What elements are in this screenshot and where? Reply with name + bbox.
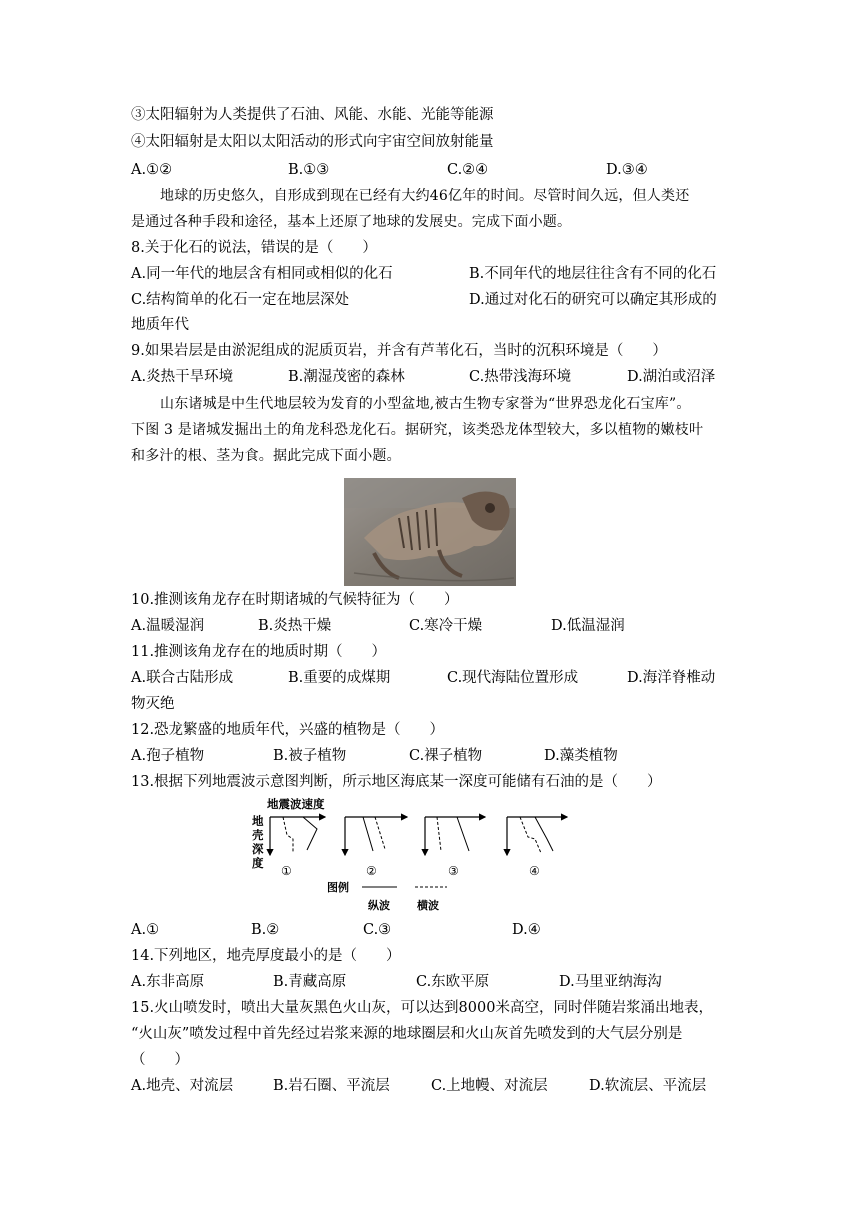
q11-stem: 11.推测该角龙存在的地质时期（ ） [131,644,387,660]
q14-option-a: A.东非高原 [131,974,205,990]
q8-option-c: C.结构简单的化石一定在地层深处 [131,292,350,308]
q11-option-b: B.重要的成煤期 [288,670,391,686]
q8-option-a: A.同一年代的地层含有相同或相似的化石 [131,266,393,282]
q9-option-b: B.潮湿茂密的森林 [288,369,405,385]
q10-option-d: D.低温湿润 [551,618,625,634]
q11-option-c: C.现代海陆位置形成 [447,670,579,686]
q15-stem-line1: 15.火山喷发时，喷出大量灰黑色火山灰，可以达到8000米高空，同时伴随岩浆涌出地表， [131,1000,713,1016]
dinosaur-fossil-photo [344,478,516,586]
wave-speed-label: 地震波速度 [267,797,325,811]
legend-p-label: 纵波 [368,899,390,912]
q11-option-d-cont: 物灭绝 [131,696,175,712]
panel-1-label: ① [281,864,292,878]
q15-option-a: A.地壳、对流层 [131,1078,234,1094]
q10-stem: 10.推测该角龙存在时期诸城的气候特征为（ ） [131,592,459,608]
q14-option-c: C.东欧平原 [416,974,490,990]
q9-option-a: A.炎热干旱环境 [131,369,234,385]
q15-stem-line3: （ ） [131,1052,189,1068]
statement-4: ④太阳辐射是太阳以太阳活动的形式向宇宙空间放射能量 [131,134,494,150]
q7-option-c: C.②④ [447,162,489,178]
passage1-line1: 地球的历史悠久，自形成到现在已经有大约46亿年的时间。尽管时间久远，但人类还 [160,188,690,204]
q13-stem: 13.根据下列地震波示意图判断，所示地区海底某一深度可能储有石油的是（ ） [131,774,662,790]
q10-option-a: A.温暖湿润 [131,618,205,634]
q11-option-d: D.海洋脊椎动 [627,670,716,686]
depth-label-2: 壳 [252,828,264,842]
q7-option-a: A.①② [131,162,173,178]
q15-stem-line2: “火山灰”喷发过程中首先经过岩浆来源的地球圈层和火山灰首先喷发到的大气层分别是 [131,1026,683,1042]
q12-option-b: B.被子植物 [273,748,347,764]
q13-option-c: C.③ [363,922,392,938]
q7-option-d: D.③④ [606,162,648,178]
passage2-line2: 下图 3 是诸城发掘出土的角龙科恐龙化石。据研究，该类恐龙体型较大，多以植物的嫩枝叶 [131,422,704,438]
q8-option-b: B.不同年代的地层往往含有不同的化石 [469,266,717,282]
q14-option-b: B.青藏高原 [273,974,347,990]
legend-s-label: 横波 [417,899,439,912]
q14-stem: 14.下列地区，地壳厚度最小的是（ ） [131,948,401,964]
panel-2 [345,817,407,878]
seismic-wave-diagram [245,795,630,915]
legend-title: 图例 [327,881,349,894]
depth-label-4: 度 [252,856,264,870]
q8-option-d-cont: 地质年代 [131,317,189,333]
q7-option-b: B.①③ [288,162,330,178]
q15-option-d: D.软流层、平流层 [589,1078,707,1094]
statement-3: ③太阳辐射为人类提供了石油、风能、水能、光能等能源 [131,107,494,123]
panel-4 [507,817,567,878]
q11-option-a: A.联合古陆形成 [131,670,234,686]
q10-option-b: B.炎热干燥 [258,618,332,634]
fossil-illustration [344,478,516,586]
q9-stem: 9.如果岩层是由淤泥组成的泥质页岩，并含有芦苇化石，当时的沉积环境是（ ） [131,343,667,359]
q8-stem: 8.关于化石的说法，错误的是（ ） [131,240,377,256]
q10-option-c: C.寒冷干燥 [409,618,483,634]
q14-option-d: D.马里亚纳海沟 [559,974,662,990]
q13-option-d: D.④ [512,922,541,938]
depth-label-1: 地 [252,814,264,828]
panel-3 [425,817,485,878]
q9-option-c: C.热带浅海环境 [469,369,572,385]
depth-label-3: 深 [252,842,264,856]
passage2-line1: 山东诸城是中生代地层较为发育的小型盆地,被古生物专家誉为“世界恐龙化石宝库”。 [160,396,691,412]
panel-1 [270,817,325,878]
q12-option-c: C.裸子植物 [409,748,483,764]
q13-option-a: A.① [131,922,160,938]
q12-option-a: A.孢子植物 [131,748,205,764]
q9-option-d: D.湖泊或沼泽 [627,369,716,385]
q13-option-b: B.② [251,922,280,938]
panel-3-label: ③ [448,864,459,878]
passage2-line3: 和多汁的根、茎为食。据此完成下面小题。 [131,448,401,464]
q8-option-d: D.通过对化石的研究可以确定其形成的 [469,292,717,308]
panel-4-label: ④ [529,864,540,878]
q12-option-d: D.藻类植物 [544,748,618,764]
passage1-line2: 是通过各种手段和途径，基本上还原了地球的发展史。完成下面小题。 [131,214,572,230]
panel-2-label: ② [366,864,377,878]
q15-option-b: B.岩石圈、平流层 [273,1078,390,1094]
q12-stem: 12.恐龙繁盛的地质年代，兴盛的植物是（ ） [131,722,445,738]
q15-option-c: C.上地幔、对流层 [431,1078,548,1094]
